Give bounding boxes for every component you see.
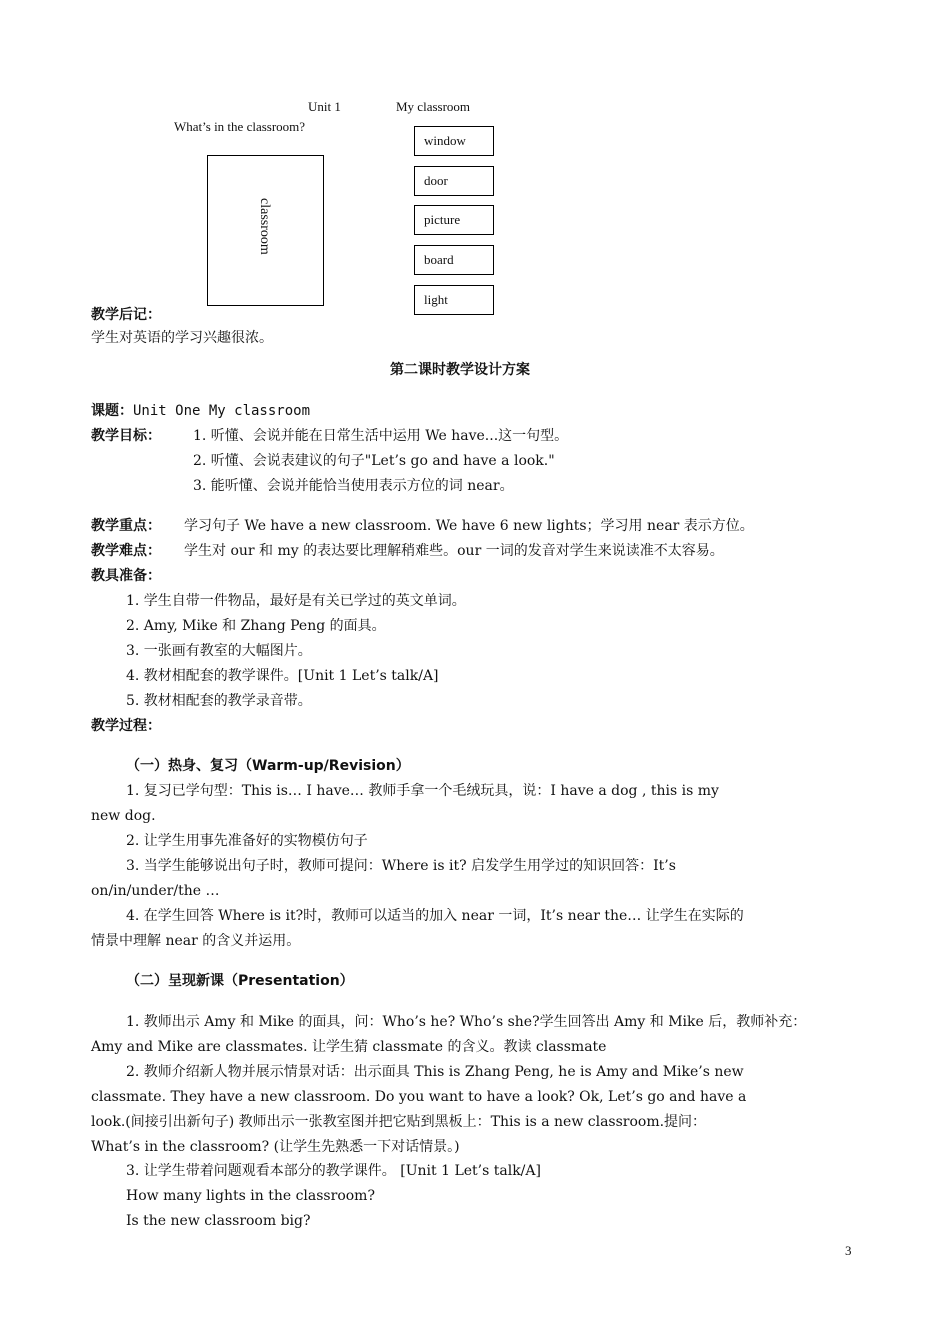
section1-line: 2. 让学生用事先准备好的实物模仿句子 [126,833,368,849]
section2-line: Is the new classroom big? [126,1213,311,1229]
classroom-label: classroom [257,198,272,255]
notes-text: 学生对英语的学习兴趣很浓。 [91,330,273,346]
section2-line: look.(间接引出新句子) 教师出示一张教室图并把它贴到黑板上：This is a new classroom.提问： [91,1114,707,1130]
word-label: board [424,252,454,267]
page-number: 3 [845,1243,852,1258]
process-label: 教学过程： [91,718,161,734]
section2-title: （二）呈现新课（Presentation） [126,973,354,989]
goal-item: 3. 能听懂、会说并能恰当使用表示方位的词 near。 [193,478,514,494]
word-label: door [424,173,448,188]
section1-line: 1. 复习已学句型：This is… I have… 教师手拿一个毛绒玩具，说：I have a dog , this is my [126,783,719,799]
section2-line: What’s in the classroom? (让学生先熟悉一下对话情景。) [91,1139,460,1155]
diagram-title: My classroom [396,99,471,114]
section2-line: 2. 教师介绍新人物并展示情景对话：出示面具 This is Zhang Peng, he is Amy and Mike’s new [126,1064,744,1080]
section1-line: 3. 当学生能够说出句子时，教师可提问：Where is it? 启发学生用学过的知识回答：It’s [126,858,676,874]
word-box-window [414,126,494,156]
word-box-door [414,166,494,196]
goal-item: 1. 听懂、会说并能在日常生活中运用 We have...这一句型。 [193,428,569,444]
difficulty-text: 学生对 our 和 my 的表达要比理解稍难些。our 一词的发音对学生来说读准不太容易。 [184,543,724,559]
word-label: light [424,292,448,307]
word-box-board [414,245,494,275]
key-text: 学习句子 We have a new classroom. We have 6 new lights；学习用 near 表示方位。 [184,518,754,534]
material-item: 5. 教材相配套的教学录音带。 [126,693,312,709]
notes-heading: 教学后记： [91,307,161,323]
section1-line: on/in/under/the … [91,883,220,899]
material-item: 4. 教材相配套的教学课件。[Unit 1 Let’s talk/A] [126,668,439,684]
diagram-unit: Unit 1 [308,99,341,114]
classroom-box [207,155,324,306]
key-label: 教学重点： [91,518,161,534]
word-label: window [424,133,466,148]
section1-line: new dog. [91,808,156,824]
section2-line: classmate. They have a new classroom. Do you want to have a look? Ok, Let’s go and have a [91,1089,747,1105]
topic-value: Unit One My classroom [133,403,311,419]
section1-line: 4. 在学生回答 Where is it?时，教师可以适当的加入 near 一词，It’s near the… 让学生在实际的 [126,908,744,924]
material-item: 1. 学生自带一件物品，最好是有关已学过的英文单词。 [126,593,466,609]
word-label: picture [424,212,461,227]
section2-line: 3. 让学生带着问题观看本部分的教学课件。 [Unit 1 Let’s talk/A] [126,1163,541,1179]
section1-line: 情景中理解 near 的含义并运用。 [91,933,301,949]
section2-line: Amy and Mike are classmates. 让学生猜 classmate 的含义。教读 classmate [91,1039,607,1055]
material-item: 2. Amy, Mike 和 Zhang Peng 的面具。 [126,618,386,634]
word-box-picture [414,205,494,235]
word-box-light [414,285,494,315]
section1-title: （一）热身、复习（Warm-up/Revision） [126,758,410,774]
goals-label: 教学目标： [91,428,161,444]
material-item: 3. 一张画有教室的大幅图片。 [126,643,312,659]
lesson-title: 第二课时教学设计方案 [390,362,530,378]
difficulty-label: 教学难点： [91,543,161,559]
section2-line: How many lights in the classroom? [126,1188,375,1204]
materials-label: 教具准备： [91,568,161,584]
goal-item: 2. 听懂、会说表建议的句子"Let’s go and have a look." [193,453,555,469]
diagram-question: What’s in the classroom? [174,119,306,134]
section2-line: 1. 教师出示 Amy 和 Mike 的面具，问：Who’s he? Who’s she?学生回答出 Amy 和 Mike 后，教师补充： [126,1014,807,1030]
topic-line [91,402,310,420]
topic-label: 课题： [91,403,133,419]
